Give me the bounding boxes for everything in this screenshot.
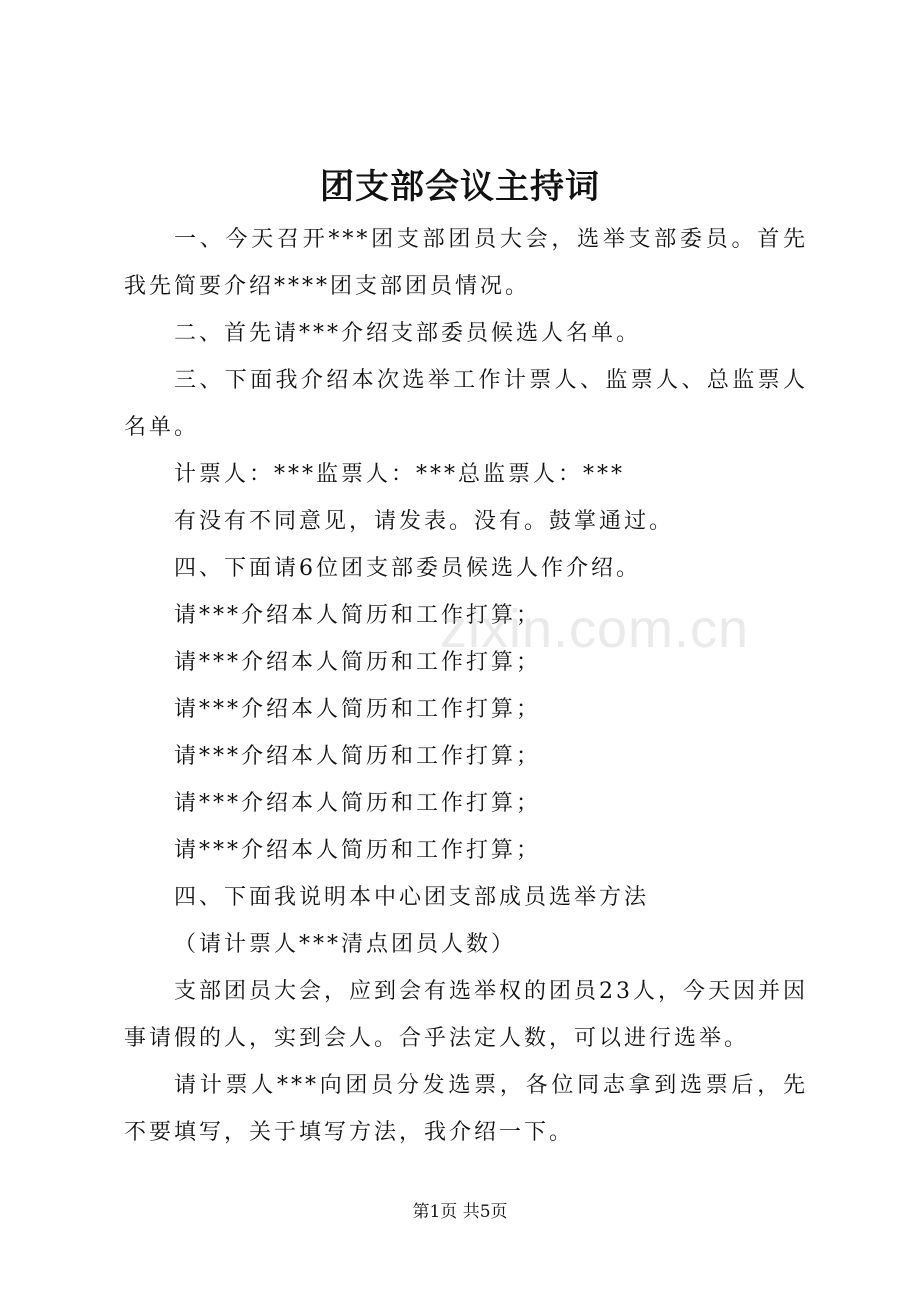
paragraph: （请计票人***清点团员人数） bbox=[174, 932, 517, 957]
paragraph: 请***介绍本人简历和工作打算； bbox=[174, 838, 542, 863]
paragraph: 计票人：***监票人：***总监票人：*** bbox=[174, 462, 626, 487]
paragraph: 请计票人***向团员分发选票，各位同志拿到选票后，先不要填写，关于填写方法，我介绍一下。 bbox=[124, 1073, 808, 1145]
document-title: 团支部会议主持词 bbox=[320, 167, 600, 207]
page-footer: 第1页 共5页 bbox=[412, 1202, 508, 1222]
paragraph: 三、下面我介绍本次选举工作计票人、监票人、总监票人名单。 bbox=[124, 368, 808, 440]
paragraph: 请***介绍本人简历和工作打算； bbox=[174, 791, 542, 816]
paragraph: 请***介绍本人简历和工作打算； bbox=[174, 650, 542, 675]
paragraph: 四、下面请6位团支部委员候选人作介绍。 bbox=[174, 556, 641, 581]
paragraph: 四、下面我说明本中心团支部成员选举方法 bbox=[174, 885, 650, 910]
paragraph: 有没有不同意见，请发表。没有。鼓掌通过。 bbox=[174, 509, 675, 534]
paragraph: 请***介绍本人简历和工作打算； bbox=[174, 697, 542, 722]
paragraph: 支部团员大会，应到会有选举权的团员23人，今天因并因事请假的人，实到会人。合乎法定人数，可以进行选举。 bbox=[124, 979, 808, 1051]
paragraph: 二、首先请***介绍支部委员候选人名单。 bbox=[174, 321, 642, 346]
paragraph: 一、今天召开***团支部团员大会，选举支部委员。首先我先简要介绍****团支部团员情况。 bbox=[124, 227, 808, 299]
watermark-text: zixin.com.cn bbox=[440, 599, 750, 659]
paragraph: 请***介绍本人简历和工作打算； bbox=[174, 744, 542, 769]
document-body bbox=[124, 216, 808, 1156]
paragraph: 请***介绍本人简历和工作打算； bbox=[174, 603, 542, 628]
